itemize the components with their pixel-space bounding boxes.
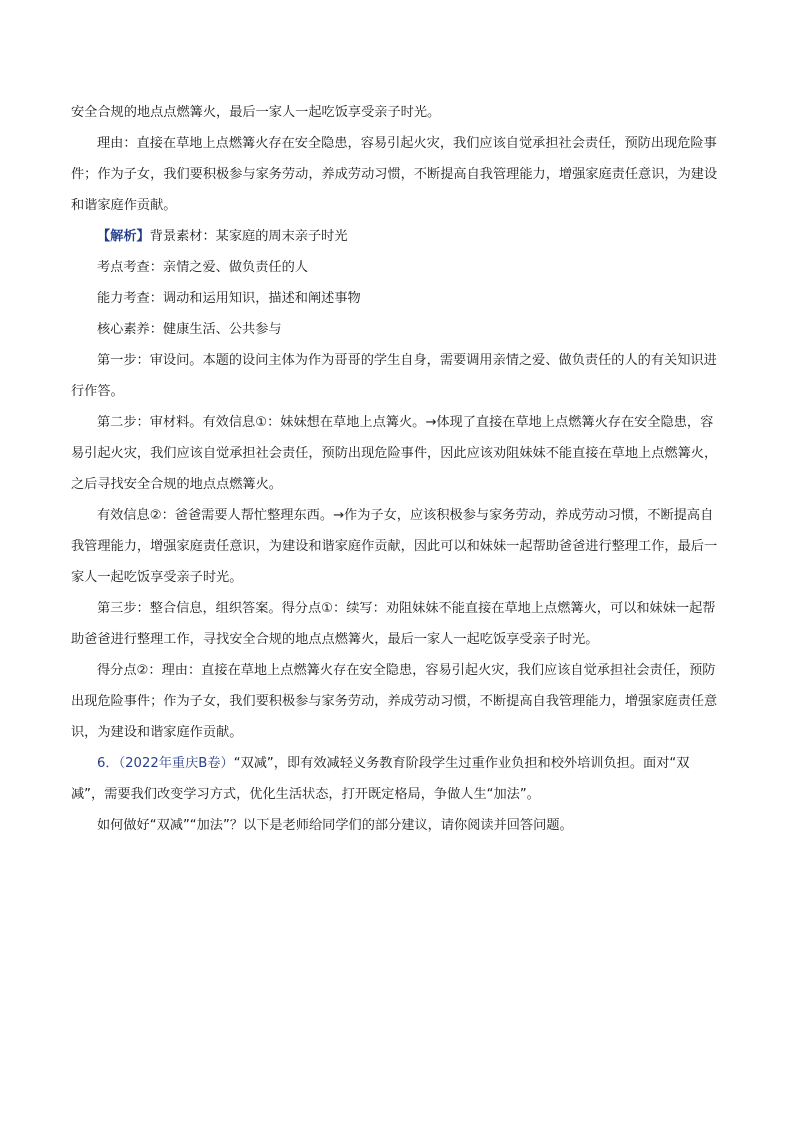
- question-6: [71, 748, 721, 810]
- paragraph-text: 得分点②：理由：直接在草地上点燃篝火存在安全隐患，容易引起火灾，我们应该自觉承担社会责任，预防出现危险事件；作为子女，我们要积极参与家务劳动，养成劳动习惯，不断提高自我管理能力，增强家庭责任意识，为建设和谐家庭作贡献。: [71, 663, 718, 740]
- paragraph-continuation: [71, 97, 721, 128]
- paragraph-step-1: [71, 345, 721, 407]
- paragraph-text: 能力考查：调动和运用知识，描述和阐述事物: [97, 291, 361, 306]
- paragraph-analysis: [71, 221, 721, 252]
- paragraph-text: 理由：直接在草地上点燃篝火存在安全隐患，容易引起火灾，我们应该自觉承担社会责任，预防出现危险事件；作为子女，我们要积极参与家务劳动，养成劳动习惯，不断提高自我管理能力，增强家庭责任意识，为建设和谐家庭作贡献。: [71, 136, 718, 213]
- paragraph-text: 安全合规的地点点燃篝火，最后一家人一起吃饭享受亲子时光。: [71, 105, 441, 120]
- paragraph-text: 第二步：审材料。有效信息①：妹妹想在草地上点篝火。→体现了直接在草地上点燃篝火存在安全隐患，容易引起火灾，我们应该自觉承担社会责任，预防出现危险事件，因此应该劝阻妹妹不能直接在草地上点燃篝火，之后寻找安全合规的地点点燃篝火。: [71, 415, 718, 492]
- paragraph-text: 考点考查：亲情之爱、做负责任的人: [97, 260, 308, 275]
- paragraph-text: 第三步：整合信息，组织答案。得分点①：续写：劝阻妹妹不能直接在草地上点燃篝火，可以和妹妹一起帮助爸爸进行整理工作，寻找安全合规的地点点燃篝火，最后一家人一起吃饭享受亲子时光。: [71, 601, 716, 647]
- paragraph-question-prompt: [71, 810, 721, 841]
- paragraph-text: 背景素材：某家庭的周末亲子时光: [149, 229, 348, 244]
- paragraph-step-2: [71, 407, 721, 500]
- paragraph-core-literacy: [71, 314, 721, 345]
- analysis-tag: 【解析】: [97, 229, 150, 244]
- paragraph-step-3: [71, 593, 721, 655]
- question-number: 6．（2022年重庆B卷）: [97, 756, 234, 771]
- paragraph-text: 核心素养：健康生活、公共参与: [97, 322, 282, 337]
- paragraph-knowledge-points: [71, 252, 721, 283]
- paragraph-score-point-2: [71, 655, 721, 748]
- paragraph-info-2: [71, 500, 721, 593]
- paragraph-text: 如何做好“双减”“加法”？以下是老师给同学们的部分建议，请你阅读并回答问题。: [97, 818, 573, 833]
- paragraph-text: 有效信息②：爸爸需要人帮忙整理东西。→作为子女，应该积极参与家务劳动，养成劳动习惯，不断提高自我管理能力，增强家庭责任意识，为建设和谐家庭作贡献，因此可以和妹妹一起帮助爸爸进行整理工作，最后一家人一起吃饭享受亲子时光。: [71, 508, 718, 585]
- paragraph-text: 第一步：审设问。本题的设问主体为作为哥哥的学生自身，需要调用亲情之爱、做负责任的人的有关知识进行作答。: [71, 353, 717, 399]
- paragraph-ability: [71, 283, 721, 314]
- document-body: [71, 97, 721, 841]
- paragraph-reason: [71, 128, 721, 221]
- paragraph-text: “双减”，即有效减轻义务教育阶段学生过重作业负担和校外培训负担。面对“双减”，需要我们改变学习方式，优化生活状态，打开既定格局，争做人生“加法”。: [71, 756, 690, 802]
